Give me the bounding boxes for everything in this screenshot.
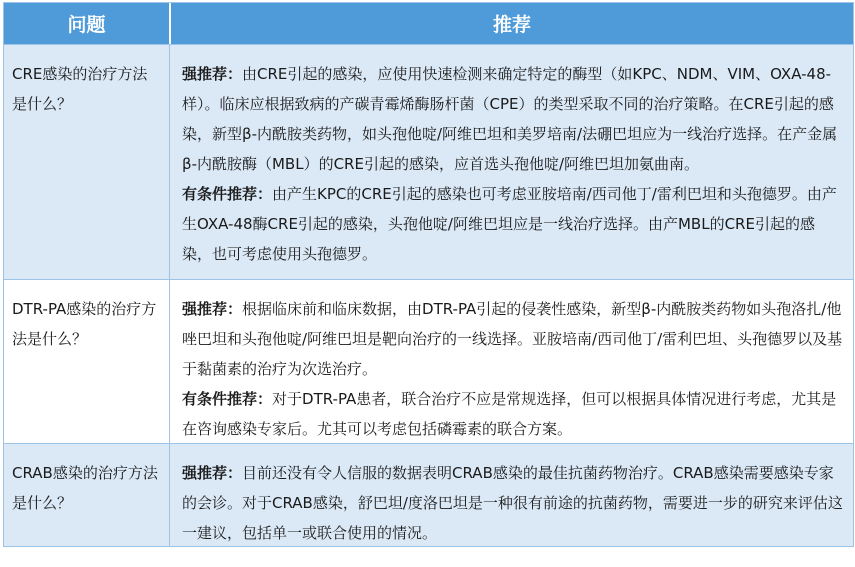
recommendation-paragraph — [182, 384, 843, 444]
recommendation-paragraph — [182, 294, 843, 384]
recommendation-cell — [170, 45, 853, 279]
recommendation-text: 由产生KPC的CRE引起的感染也可考虑亚胺培南/西司他丁/雷利巴坦和头孢德罗。由产生OXA-48酶CRE引起的感染，头孢他啶/阿维巴坦应是一线治疗选择。由产MBL的CRE引起的感染，也可考虑使用头孢德罗。 — [182, 185, 837, 263]
recommendation-text: 目前还没有令人信服的数据表明CRAB感染的最佳抗菌药物治疗。CRAB感染需要感染专家的会诊。对于CRAB感染，舒巴坦/度洛巴坦是一种很有前途的抗菌药物，需要进一步的研究来评估这一建议，包括单一或联合使用的情况。 — [182, 464, 843, 542]
table-row — [4, 44, 853, 279]
conditional-recommendation-label: 有条件推荐： — [182, 390, 273, 408]
question-cell: DTR-PA感染的治疗方法是什么？ — [4, 280, 170, 443]
question-cell: CRE感染的治疗方法是什么？ — [4, 45, 170, 279]
recommendation-paragraph — [182, 458, 843, 548]
recommendation-text: 根据临床前和临床数据，由DTR-PA引起的侵袭性感染，新型β-内酰胺类药物如头孢洛扎/他唑巴坦和头孢他啶/阿维巴坦是靶向治疗的一线选择。亚胺培南/西司他丁/雷利巴坦、头孢德罗以及基于黏菌素的治疗为次选治疗。 — [182, 300, 843, 378]
header-recommendation: 推荐 — [492, 14, 531, 36]
conditional-recommendation-label: 有条件推荐： — [182, 185, 273, 203]
recommendation-cell — [170, 444, 853, 546]
strong-recommendation-label: 强推荐： — [182, 65, 243, 83]
table-header — [4, 3, 853, 44]
question-cell: CRAB感染的治疗方法是什么？ — [4, 444, 170, 546]
table-row — [4, 443, 853, 546]
recommendation-cell — [170, 280, 853, 443]
recommendation-text: 由CRE引起的感染，应使用快速检测来确定特定的酶型（如KPC、NDM、VIM、OXA-48-样）。临床应根据致病的产碳青霉烯酶肠杆菌（CPE）的类型采取不同的治疗策略。在CRE引起的感染，新型β-内酰胺类药物，如头孢他啶/阿维巴坦和美罗培南/法硼巴坦应为一线治疗选择。在产金属β-内酰胺酶（MBL）的CRE引起的感染，应首选头孢他啶/阿维巴坦加氨曲南。 — [182, 65, 838, 173]
strong-recommendation-label: 强推荐： — [182, 300, 243, 318]
strong-recommendation-label: 强推荐： — [182, 464, 243, 482]
recommendation-text: 对于DTR-PA患者，联合治疗不应是常规选择，但可以根据具体情况进行考虑，尤其是在咨询感染专家后。尤其可以考虑包括磷霉素的联合方案。 — [182, 390, 837, 438]
recommendation-paragraph — [182, 59, 843, 179]
recommendation-table — [3, 2, 854, 547]
table-row — [4, 279, 853, 443]
recommendation-paragraph — [182, 179, 843, 269]
header-question: 问题 — [4, 3, 171, 44]
